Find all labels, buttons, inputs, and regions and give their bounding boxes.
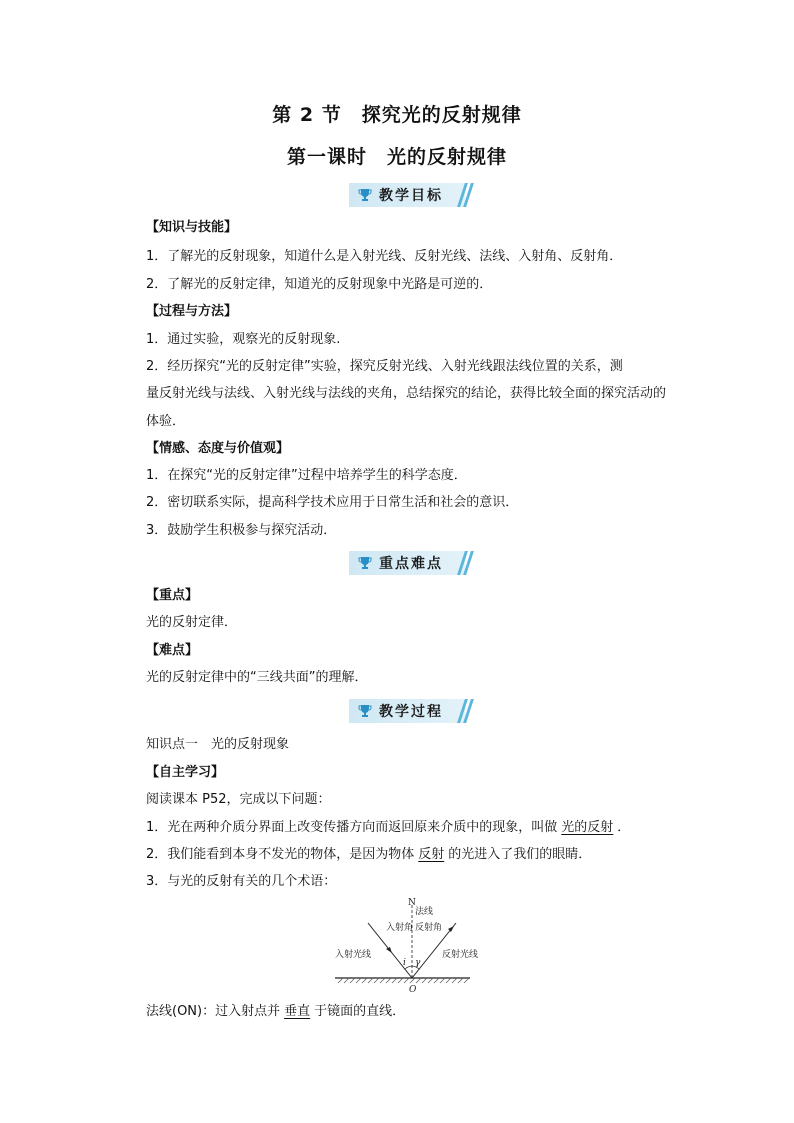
key-heading: 【重点】 <box>146 588 199 603</box>
emotion-item-2: 2．密切联系实际，提高科学技术应用于日常生活和社会的意识． <box>146 495 519 510</box>
label-i: i <box>403 958 406 968</box>
label-n: N <box>408 898 416 908</box>
process-item-2-line-2: 量反射光线与法线、入射光线与法线的夹角，总结探究的结论，获得比较全面的探究活动的 <box>146 386 667 401</box>
emotion-item-3: 3．鼓励学生积极参与探究活动． <box>146 523 337 538</box>
difficult-text: 光的反射定律中的“三线共面”的理解． <box>146 670 368 685</box>
section-title: 第 2 节 探究光的反射规律 <box>272 104 522 126</box>
banner-key-points <box>349 551 471 575</box>
banner-process-label: 教学过程 <box>379 704 443 720</box>
banner-process <box>349 699 471 723</box>
trophy-icon <box>358 188 372 202</box>
label-reflection-angle: 反射角 <box>415 923 443 933</box>
lesson-subtitle: 第一课时 光的反射规律 <box>286 146 507 168</box>
label-reflected-ray: 反射光线 <box>442 950 479 960</box>
emotion-item-1: 1．在探究“光的反射定律”过程中培养学生的科学态度． <box>146 468 467 483</box>
answer-blank-2: 反射 <box>418 847 445 862</box>
self-study-heading: 【自主学习】 <box>146 765 225 780</box>
reading-instruction: 阅读课本 P52，完成以下问题： <box>146 792 331 807</box>
banner-objectives <box>349 183 471 207</box>
normal-definition: 法线(ON)：过入射点并 垂直 于镜面的直线． <box>146 1004 406 1019</box>
question-2: 2．我们能看到本身不发光的物体，是因为物体 反射 的光进入了我们的眼睛． <box>146 847 592 862</box>
process-item-2-line-1: 2．经历探究“光的反射定律”实验，探究反射光线、入射光线跟法线位置的关系，测 <box>146 359 623 374</box>
difficult-heading: 【难点】 <box>146 643 199 658</box>
label-normal: 法线 <box>415 907 434 917</box>
banner-key-points-label: 重点难点 <box>379 556 443 572</box>
question-1: 1．光在两种介质分界面上改变传播方向而返回原来介质中的现象，叫做 光的反射 ． <box>146 820 631 835</box>
label-o: O <box>409 985 417 995</box>
key-text: 光的反射定律． <box>146 615 238 630</box>
incident-arrow-icon <box>386 947 392 953</box>
label-incident-angle: 入射角 <box>386 923 414 933</box>
knowledge-heading: 【知识与技能】 <box>146 220 238 235</box>
label-gamma: γ <box>415 958 421 968</box>
trophy-icon <box>358 704 372 718</box>
answer-blank-normal: 垂直 <box>284 1004 311 1019</box>
knowledge-item-1: 1．了解光的反射现象，知道什么是入射光线、反射光线、法线、入射角、反射角． <box>146 249 623 264</box>
knowledge-item-2: 2．了解光的反射定律，知道光的反射现象中光路是可逆的． <box>146 277 493 292</box>
process-heading: 【过程与方法】 <box>146 304 238 319</box>
label-incident-ray: 入射光线 <box>335 950 372 960</box>
knowledge-point-title: 知识点一 光的反射现象 <box>146 737 290 752</box>
trophy-icon <box>358 556 372 570</box>
process-item-1: 1．通过实验，观察光的反射现象. <box>146 332 341 347</box>
banner-objectives-label: 教学目标 <box>379 188 443 204</box>
emotion-heading: 【情感、态度与价值观】 <box>146 441 290 456</box>
reflection-diagram <box>330 895 480 995</box>
answer-blank-1: 光的反射 <box>561 820 614 835</box>
mirror-hatching <box>338 978 469 983</box>
question-3: 3．与光的反射有关的几个术语： <box>146 874 337 889</box>
process-item-2-line-3: 体验． <box>146 414 186 429</box>
